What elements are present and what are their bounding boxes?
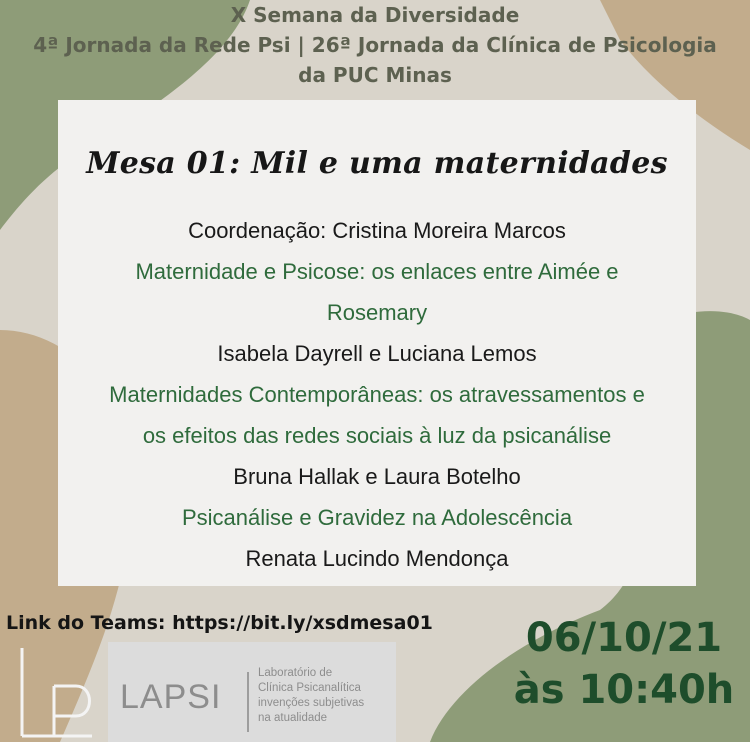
lp-logo-icon xyxy=(14,644,100,740)
program-card xyxy=(58,100,696,586)
talk-title-line: Maternidades Contemporâneas: os atravessamentos e xyxy=(109,382,645,407)
session-title: Mesa 01: Mil e uma maternidades xyxy=(86,146,668,181)
teams-link[interactable]: Link do Teams: https://bit.ly/xsdmesa01 xyxy=(6,612,433,634)
logo-divider xyxy=(247,672,249,732)
talk-title-line: Rosemary xyxy=(326,300,428,325)
speaker-line: Renata Lucindo Mendonça xyxy=(245,546,509,571)
talk-title-line: os efeitos das redes sociais à luz da psicanálise xyxy=(142,423,612,448)
event-date: 06/10/21 xyxy=(525,615,723,661)
event-title: X Semana da Diversidade xyxy=(230,3,520,27)
lapsi-logo xyxy=(108,642,396,742)
lapsi-description xyxy=(258,666,364,726)
lapsi-name: LAPSI xyxy=(120,678,222,716)
speaker-line: Isabela Dayrell e Luciana Lemos xyxy=(217,341,537,366)
event-subtitle: 4ª Jornada da Rede Psi | 26ª Jornada da Clínica de Psicologia xyxy=(33,33,717,57)
lapsi-desc-line: Clínica Psicanalítica xyxy=(258,682,361,694)
lapsi-desc-line: na atualidade xyxy=(258,712,328,724)
talk-title-line: Psicanálise e Gravidez na Adolescência xyxy=(181,505,573,530)
coordination-line: Coordenação: Cristina Moreira Marcos xyxy=(188,218,566,243)
event-time: às 10:40h xyxy=(513,667,735,713)
talk-title-line: Maternidade e Psicose: os enlaces entre Aimée e xyxy=(135,259,619,284)
speaker-line: Bruna Hallak e Laura Botelho xyxy=(233,464,521,489)
program-lines xyxy=(58,210,696,579)
event-subtitle-2: da PUC Minas xyxy=(298,63,452,87)
lapsi-desc-line: invenções subjetivas xyxy=(258,697,365,709)
lapsi-desc-line: Laboratório de xyxy=(258,667,333,679)
event-datetime xyxy=(508,612,740,716)
event-header xyxy=(0,0,750,90)
